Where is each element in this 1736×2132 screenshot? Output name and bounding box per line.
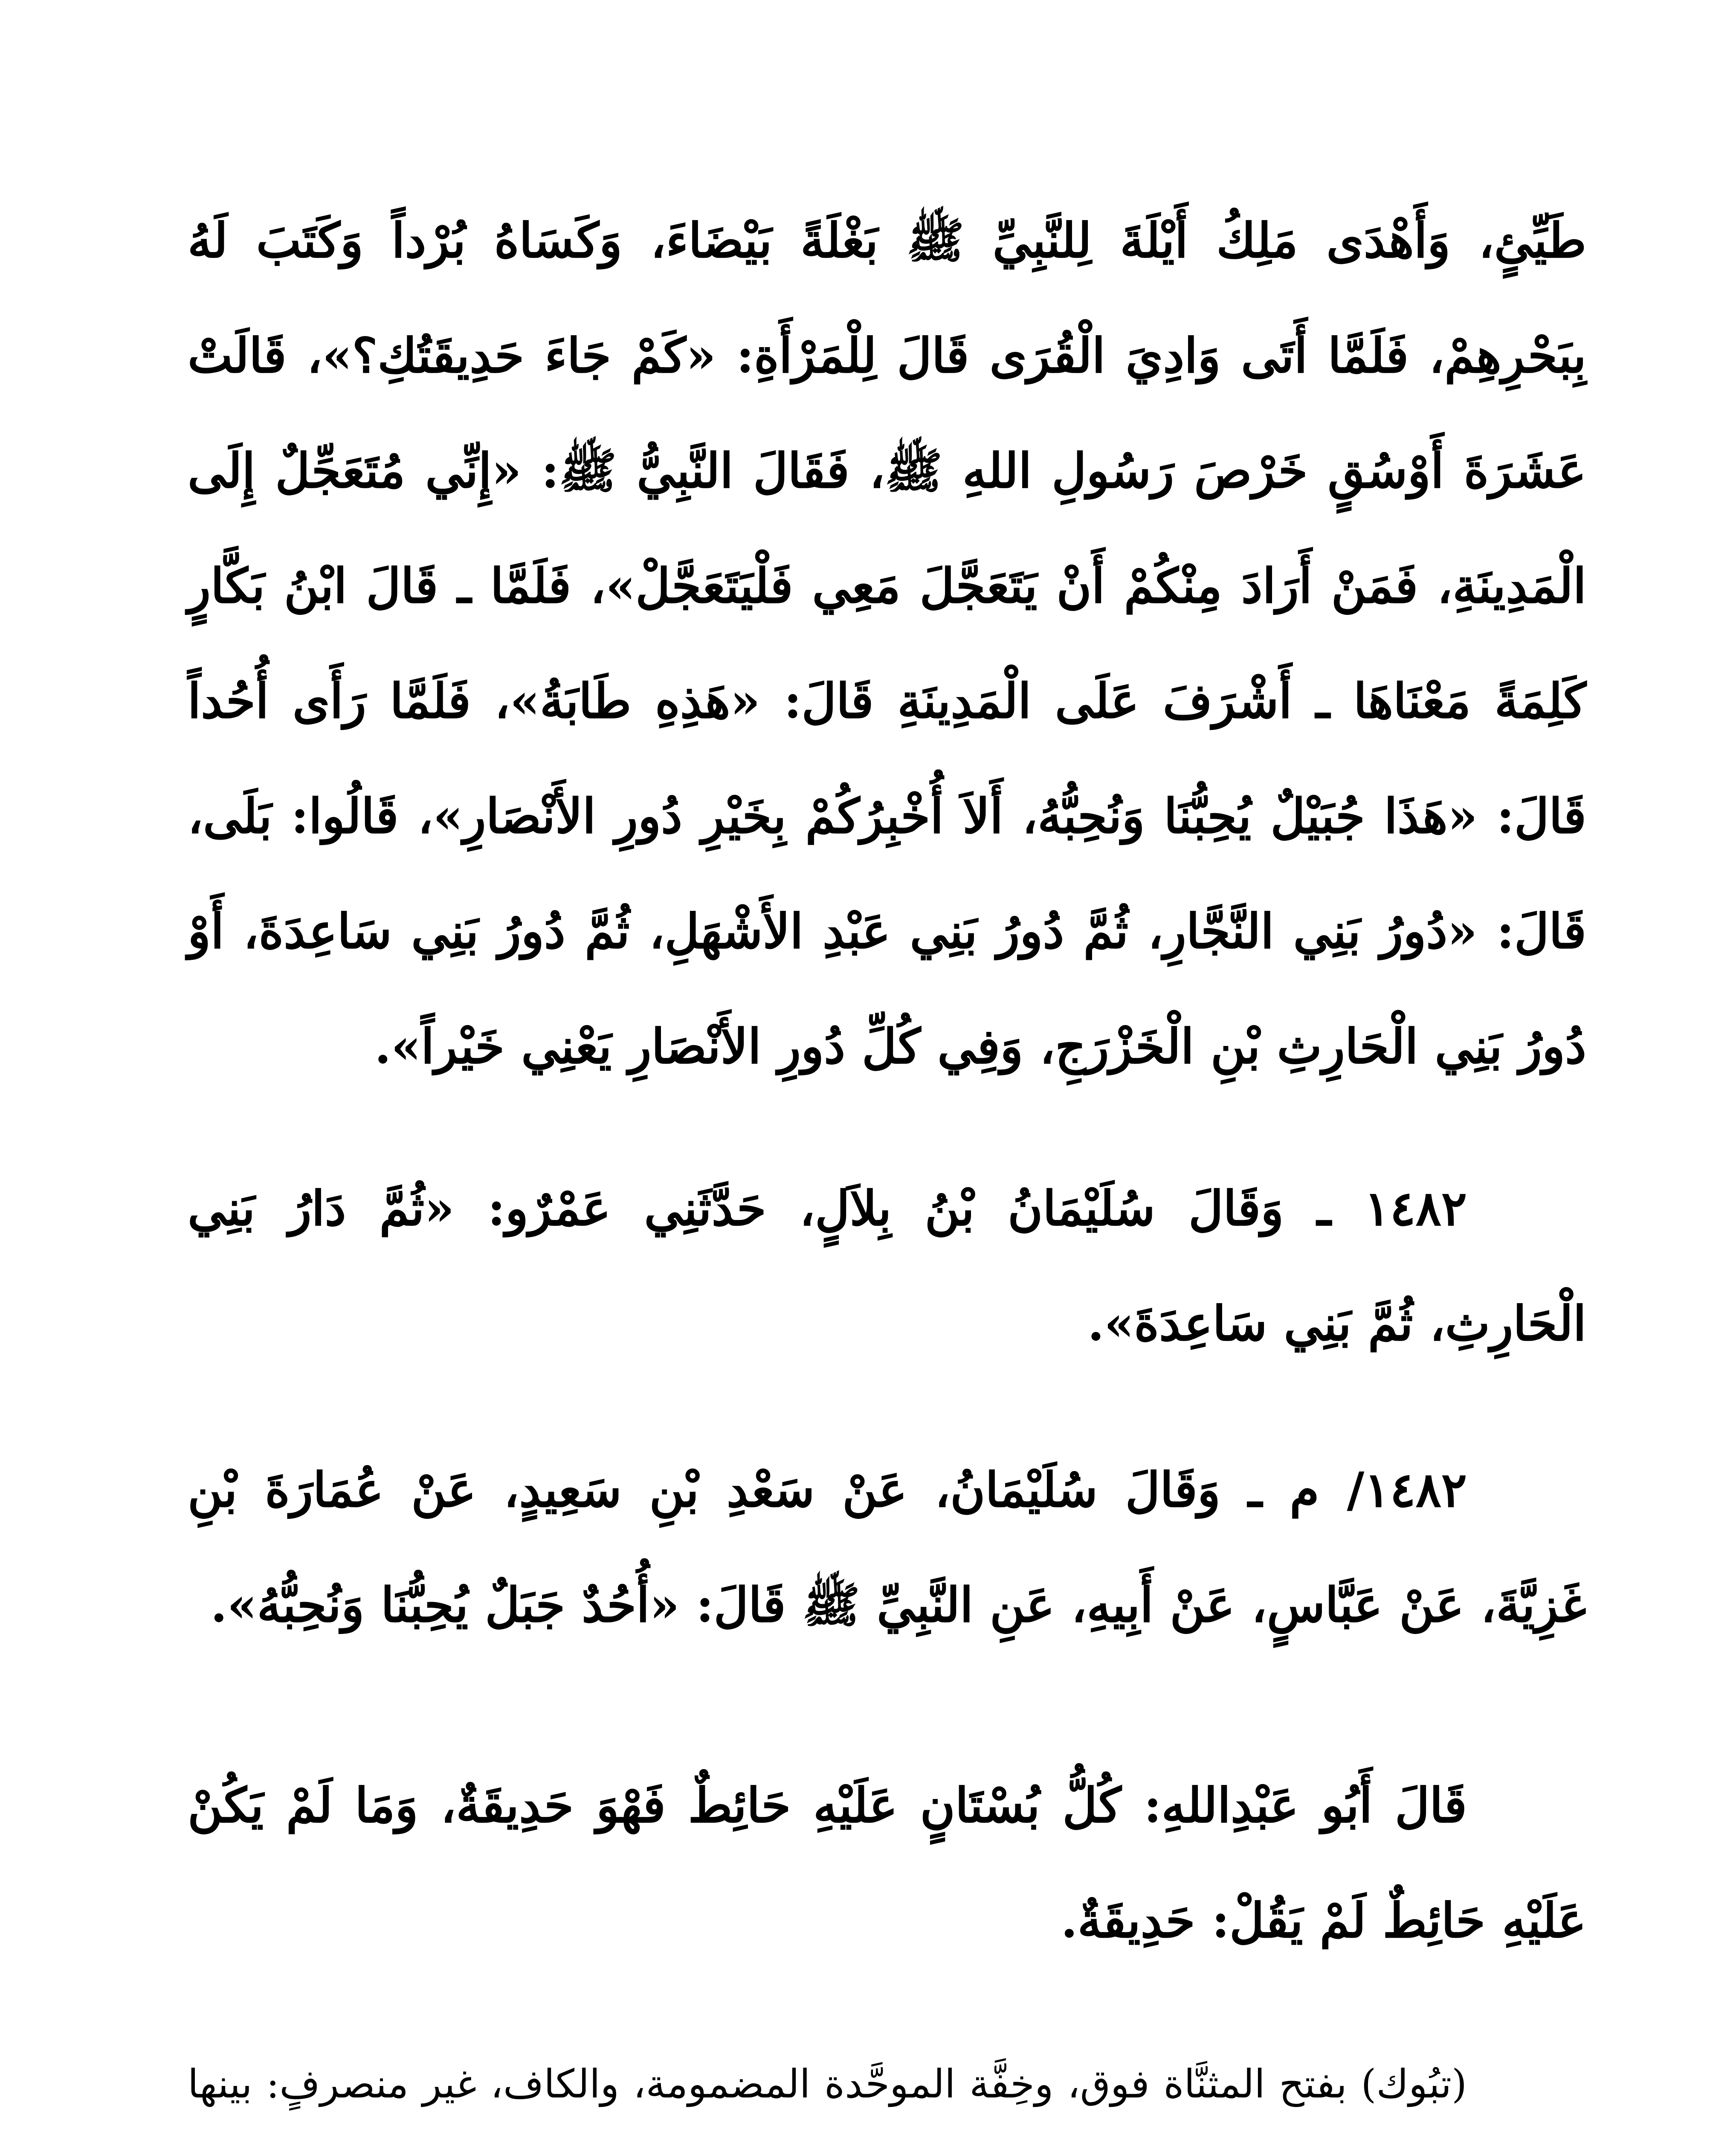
paragraph-hadith-1482m: ١٤٨٢/ م ـ وَقَالَ سُلَيْمَانُ، عَنْ سَعْدِ بْنِ سَعِيدٍ، عَنْ عُمَارَةَ بْنِ غَزِيَّةَ، عَنْ عَبَّاسٍ، عَنْ أَبِيهِ، عَنِ النَّبِيِّ ﷺ قَالَ: «أُحُدٌ جَبَلٌ يُحِبُّنَا وَنُحِبُّهُ». bbox=[188, 1462, 1586, 1633]
paragraph-hadith-continuation: طَيِّئٍ، وَأَهْدَى مَلِكُ أَيْلَةَ لِلنَّبِيِّ ﷺ بَغْلَةً بَيْضَاءَ، وَكَسَاهُ بُرْداً وَكَتَبَ لَهُ بِبَحْرِهِمْ، فَلَمَّا أَتَى وَادِيَ الْقُرَى قَالَ لِلْمَرْأَةِ: «كَمْ جَاءَ حَدِيقَتُكِ؟»، قَالَتْ عَشَرَةَ أَوْسُقٍ خَرْصَ رَسُولِ اللهِ ﷺ، فَقَالَ النَّبِيُّ ﷺ: «إِنِّي مُتَعَجِّلٌ إِلَى الْمَدِينَةِ، فَمَنْ أَرَادَ مِنْكُمْ أَنْ يَتَعَجَّلَ مَعِي فَلْيَتَعَجَّلْ»، فَلَمَّا ـ قَالَ ابْنُ بَكَّارٍ كَلِمَةً مَعْنَاهَا ـ أَشْرَفَ عَلَى الْمَدِينَةِ قَالَ: «هَذِهِ طَابَةُ»، فَلَمَّا رَأَى أُحُداً قَالَ: «هَذَا جُبَيْلٌ يُحِبُّنَا وَنُحِبُّهُ، أَلاَ أُخْبِرُكُمْ بِخَيْرِ دُورِ الأَنْصَارِ»، قَالُوا: بَلَى، قَالَ: «دُورُ بَنِي النَّجَّارِ، ثُمَّ دُورُ بَنِي عَبْدِ الأَشْهَلِ، ثُمَّ دُورُ بَنِي سَاعِدَةَ، أَوْ دُورُ بَنِي الْحَارِثِ بْنِ الْخَزْرَجِ، وَفِي كُلِّ دُورِ الأَنْصَارِ يَعْنِي خَيْراً». bbox=[188, 213, 1586, 1075]
footnote: (تبُوك) بفتح المثنَّاة فوق، وخِفَّة الموحَّدة المضمومة، والكاف، غير منصرفٍ: بينها bbox=[188, 2061, 1467, 2107]
paragraph-hadith-1482: ١٤٨٢ ـ وَقَالَ سُلَيْمَانُ بْنُ بِلاَلٍ، حَدَّثَنِي عَمْرٌو: «ثُمَّ دَارُ بَنِي الْحَارِثِ، ثُمَّ بَنِي سَاعِدَةَ». bbox=[188, 1181, 1586, 1352]
paragraph-abu-abdillah-note: قَالَ أَبُو عَبْدِاللهِ: كُلُّ بُسْتَانٍ عَلَيْهِ حَائِطٌ فَهْوَ حَدِيقَةٌ، وَمَا لَمْ يَكُنْ عَلَيْهِ حَائِطٌ لَمْ يَقُلْ: حَدِيقَةٌ. bbox=[188, 1778, 1586, 1949]
